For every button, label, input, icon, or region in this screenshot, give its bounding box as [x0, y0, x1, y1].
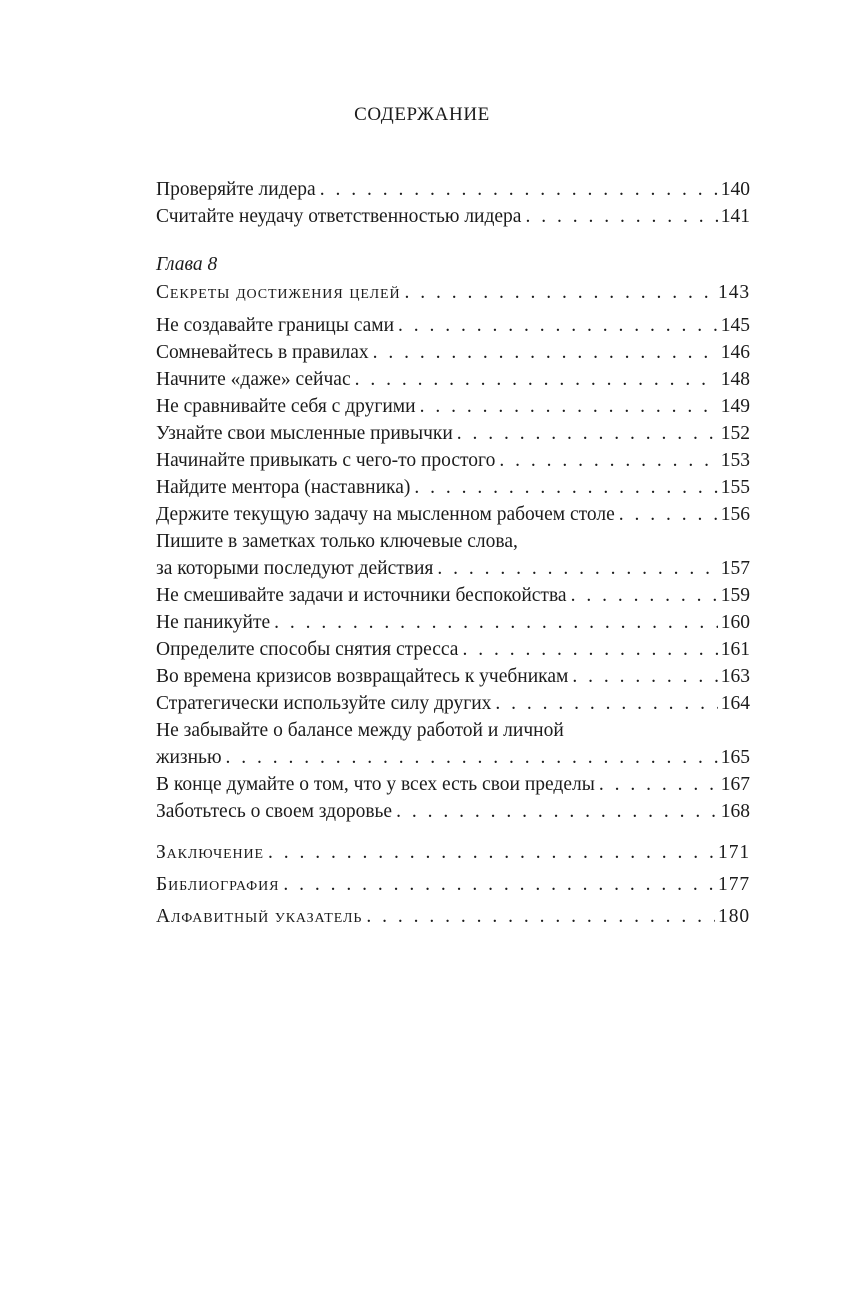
entry-title: Не паникуйте	[156, 612, 271, 633]
toc-entry[interactable]	[156, 203, 750, 230]
dot-leader	[398, 312, 718, 339]
running-head: СОДЕРЖАНИЕ	[354, 104, 490, 125]
dot-leader	[396, 798, 718, 825]
toc-entry[interactable]	[156, 474, 750, 501]
section-title: Библиография	[156, 874, 280, 895]
toc-entry[interactable]	[156, 609, 750, 636]
entry-title: Не сравнивайте себя с другими	[156, 396, 416, 417]
entry-page: 153	[720, 450, 750, 471]
toc-entry[interactable]	[156, 366, 750, 393]
chapter-heading[interactable]	[156, 279, 750, 307]
entry-title: Найдите ментора (наставника)	[156, 477, 411, 498]
entry-title: Узнайте свои мысленные привычки	[156, 423, 453, 444]
dot-leader	[599, 771, 718, 798]
entry-page: 140	[720, 179, 750, 200]
dot-leader	[373, 339, 718, 366]
section-title: Алфавитный указатель	[156, 906, 363, 927]
entry-page: 152	[720, 423, 750, 444]
toc-entry[interactable]	[156, 176, 750, 203]
entry-page: 160	[720, 612, 750, 633]
entry-title: Начните «даже» сейчас	[156, 369, 351, 390]
entry-page: 141	[720, 206, 750, 227]
toc-entry[interactable]	[156, 447, 750, 474]
dot-leader	[283, 869, 715, 901]
spacer	[156, 230, 750, 251]
dot-leader	[525, 203, 717, 230]
toc-section-bibliography[interactable]	[156, 869, 750, 901]
entry-title: Определите способы снятия стресса	[156, 639, 459, 660]
entry-page: 148	[720, 369, 750, 390]
entry-title: за которыми последуют действия	[156, 558, 434, 579]
spacer	[156, 825, 750, 837]
entry-title: жизнью	[156, 747, 222, 768]
entry-page: 159	[720, 585, 750, 606]
dot-leader	[499, 447, 717, 474]
toc-entry[interactable]	[156, 744, 750, 771]
chapter-label: Глава 8	[156, 254, 218, 275]
toc-entry[interactable]	[156, 420, 750, 447]
toc-entry[interactable]	[156, 312, 750, 339]
entry-page: 157	[720, 558, 750, 579]
section-title: Заключение	[156, 842, 264, 863]
dot-leader	[619, 501, 718, 528]
section-page: 177	[718, 874, 750, 895]
dot-leader	[495, 690, 717, 717]
entry-title-line1: Не забывайте о балансе между работой и личной	[156, 720, 564, 741]
toc-entry[interactable]	[156, 582, 750, 609]
dot-leader	[420, 393, 718, 420]
dot-leader	[320, 176, 718, 203]
toc-entry[interactable]	[156, 690, 750, 717]
entry-title: В конце думайте о том, что у всех есть свои пределы	[156, 774, 595, 795]
table-of-contents	[156, 176, 750, 933]
entry-page: 155	[720, 477, 750, 498]
dot-leader	[404, 279, 715, 307]
entry-page: 149	[720, 396, 750, 417]
entry-title: Сомневайтесь в правилах	[156, 342, 369, 363]
section-page: 171	[718, 842, 750, 863]
entry-page: 165	[720, 747, 750, 768]
entry-page: 168	[720, 801, 750, 822]
entry-title: Не создавайте границы сами	[156, 315, 395, 336]
dot-leader	[457, 420, 718, 447]
entry-title: Стратегически используйте силу других	[156, 693, 492, 714]
toc-entry[interactable]	[156, 393, 750, 420]
dot-leader	[572, 663, 717, 690]
section-page: 180	[718, 906, 750, 927]
dot-leader	[226, 744, 718, 771]
toc-entry[interactable]	[156, 501, 750, 528]
dot-leader	[274, 609, 718, 636]
entry-page: 167	[720, 774, 750, 795]
dot-leader	[366, 901, 715, 933]
toc-entry[interactable]	[156, 663, 750, 690]
toc-entry[interactable]	[156, 798, 750, 825]
entry-title: Проверяйте лидера	[156, 179, 316, 200]
entry-title: Заботьтесь о своем здоровье	[156, 801, 393, 822]
dot-leader	[462, 636, 717, 663]
dot-leader	[437, 555, 717, 582]
toc-entry[interactable]	[156, 771, 750, 798]
entry-page: 163	[720, 666, 750, 687]
toc-entry[interactable]	[156, 555, 750, 582]
entry-page: 156	[720, 504, 750, 525]
entry-page: 164	[720, 693, 750, 714]
entry-title: Начинайте привыкать с чего-то простого	[156, 450, 496, 471]
entry-title-line1: Пишите в заметках только ключевые слова,	[156, 531, 518, 552]
chapter-page: 143	[718, 282, 750, 303]
dot-leader	[355, 366, 718, 393]
toc-entry[interactable]	[156, 636, 750, 663]
entry-page: 146	[720, 342, 750, 363]
entry-title: Считайте неудачу ответственностью лидера	[156, 206, 522, 227]
toc-section-conclusion[interactable]	[156, 837, 750, 869]
chapter-title: Секреты достижения целей	[156, 282, 401, 303]
toc-section-index[interactable]	[156, 901, 750, 933]
entry-title: Во времена кризисов возвращайтесь к учебникам	[156, 666, 569, 687]
entry-title: Держите текущую задачу на мысленном рабочем столе	[156, 504, 615, 525]
entry-page: 161	[720, 639, 750, 660]
dot-leader	[268, 837, 715, 869]
dot-leader	[414, 474, 717, 501]
entry-title: Не смешивайте задачи и источники беспокойства	[156, 585, 567, 606]
toc-entry[interactable]	[156, 339, 750, 366]
entry-page: 145	[720, 315, 750, 336]
dot-leader	[571, 582, 718, 609]
